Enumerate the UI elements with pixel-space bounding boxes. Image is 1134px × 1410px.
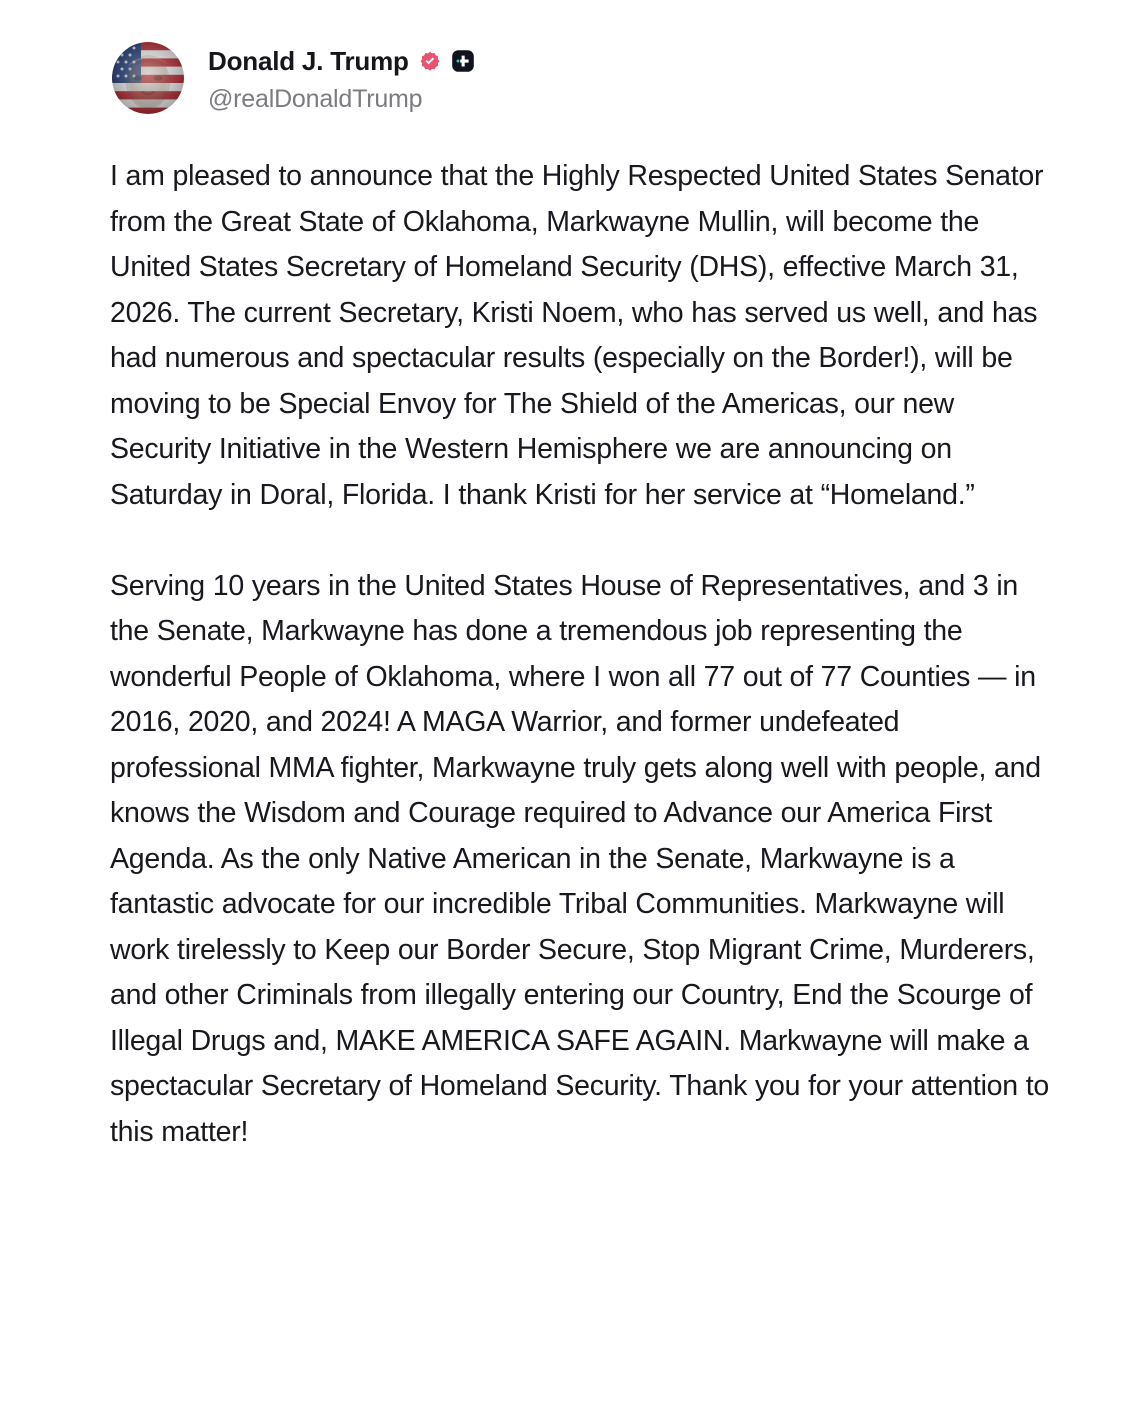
post-body — [0, 154, 1050, 1155]
avatar[interactable] — [112, 42, 184, 114]
trump-flag-avatar-icon — [112, 42, 184, 114]
display-name[interactable]: Donald J. Trump — [208, 46, 409, 76]
account-identity — [208, 42, 475, 112]
post-paragraph: I am pleased to announce that the Highly Respected United States Senator from the Great State of Oklahoma, Markwayne Mullin, will become the United States Secretary of Homeland Security (DHS), effective March 31, 2026. The current Secretary, Kristi Noem, who has served us well, and has had numerous and spectacular results (especially on the Border!), will be moving to be Special Envoy for The Shield of the Americas, our new Security Initiative in the Western Hemisphere we are announcing on Saturday in Doral, Florida. I thank Kristi for her service at “Homeland.” — [110, 160, 1044, 511]
account-handle[interactable]: @realDonaldTrump — [208, 85, 423, 113]
display-name-row — [208, 46, 475, 76]
verified-check-icon[interactable] — [418, 49, 442, 73]
post-paragraph: Serving 10 years in the United States House of Representatives, and 3 in the Senate, Markwayne has done a tremendous job representing the wonderful People of Oklahoma, where I won all 77 out of 77 Counties — in 2016, 2020, and 2024! A MAGA Warrior, and former undefeated professional MMA fighter, Markwayne truly gets along well with people, and knows the Wisdom and Courage required to Advance our America First Agenda. As the only Native American in the Senate, Markwayne is a fantastic advocate for our incredible Tribal Communities. Markwayne will work tirelessly to Keep our Border Secure, Stop Migrant Crime, Murderers, and other Criminals from illegally entering our Country, End the Scourge of Illegal Drugs and, MAKE AMERICA SAFE AGAIN. Markwayne will make a spectacular Secretary of Homeland Security. Thank you for your attention to this matter! — [110, 569, 1050, 1148]
plus-square-icon[interactable] — [451, 49, 475, 73]
post-header — [0, 0, 1134, 114]
